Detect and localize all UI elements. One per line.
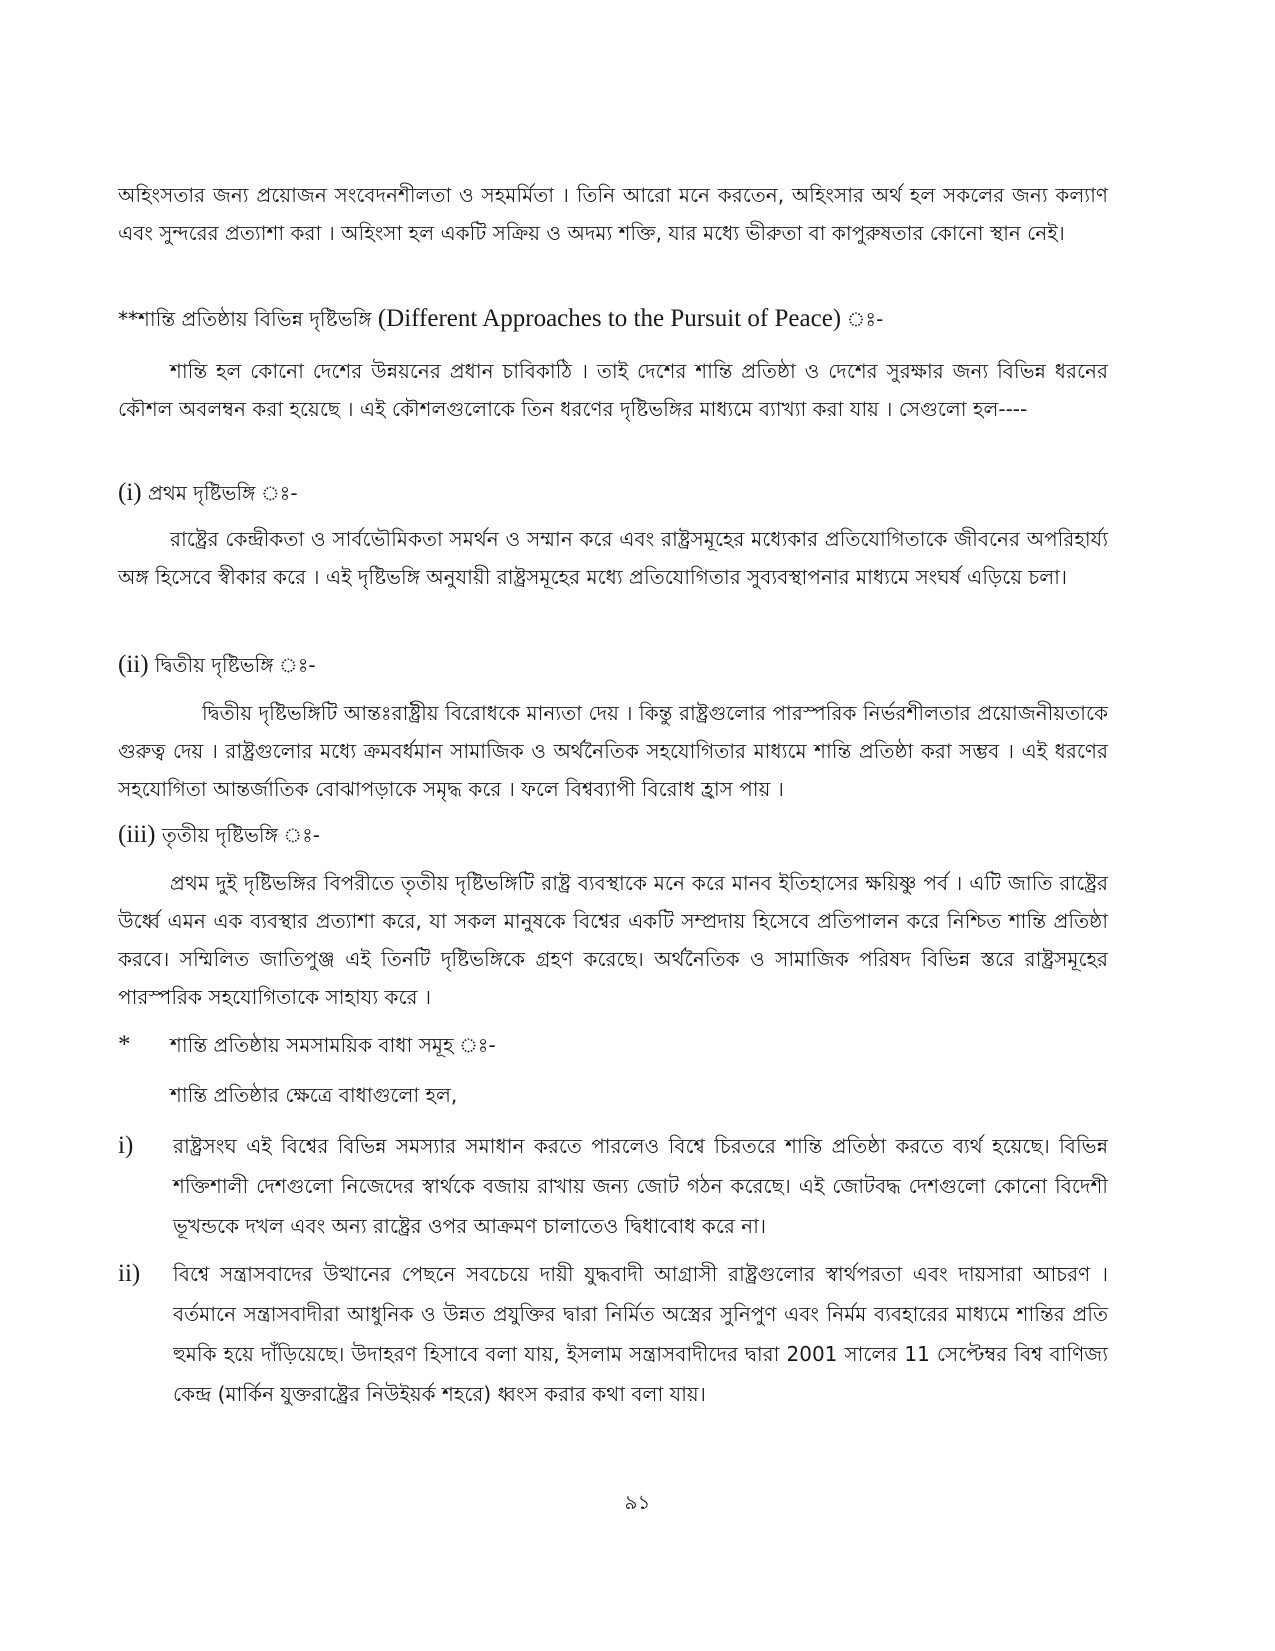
approaches-paragraph: শান্তি হল কোনো দেশের উন্নয়নের প্রধান চাবিকাঠি । তাই দেশের শান্তি প্রতিষ্ঠা ও দেশের সুরক্ষার জন্য বিভিন্ন ধরনের কৌশল অবলম্বন করা হয়েছে । এই কৌশলগুলোকে তিন ধরণের দৃষ্টিভঙ্গির মাধ্যমে ব্যাখ্যা করা যায় । সেগুলো হল---- <box>118 359 1108 421</box>
heading-english: (Different Approaches to the Pursuit of Peace) <box>377 305 842 332</box>
obstacles-intro: শান্তি প্রতিষ্ঠার ক্ষেত্রে বাধাগুলো হল, <box>170 1083 458 1107</box>
asterisk-bullet: * <box>118 1031 131 1058</box>
subheading-third <box>118 818 320 852</box>
list-item-text: বিশ্বে সন্ত্রাসবাদের উত্থানের পেছনে সবচেয়ে দায়ী যুদ্ধবাদী আগ্রাসী রাষ্ট্রগুলোর স্বার্থপরতা এবং দায়সারা আচরণ । বর্তমানে সন্ত্রাসবাদীরা আধুনিক ও উন্নত প্রযুক্তির দ্বারা নির্মিত অস্ত্রের সুনিপুণ এবং নির্মম ব্যবহারের মাধ্যমে শান্তির প্রতি হুমকি হয়ে দাঁড়িয়েছে। উদাহরণ হিসাবে বলা যায়, ইসলাম সন্ত্রাসবাদীদের দ্বারা 2001 সালের 11 সেপ্টেম্বর বিশ্ব বাণিজ্য কেন্দ্র (মার্কিন যুক্তরাষ্ট্রের নিউইয়র্ক শহরে) ধ্বংস করার কথা বলা যায়। <box>173 1262 1108 1406</box>
subheading-obstacles <box>118 1028 496 1062</box>
subheading-first <box>118 476 298 510</box>
list-item-number: ii) <box>118 1260 141 1287</box>
subheading-number: (ii) <box>118 651 149 678</box>
list-item <box>118 1126 1108 1246</box>
section-heading-approaches <box>118 302 883 336</box>
subheading-second <box>118 648 316 682</box>
subheading-label: শান্তি প্রতিষ্ঠায় সমসাময়িক বাধা সমূহ ঃ- <box>170 1033 496 1057</box>
intro-paragraph: অহিংসতার জন্য প্রয়োজন সংবেদনশীলতা ও সহমর্মিতা । তিনি আরো মনে করতেন, অহিংসার অর্থ হল সকলের জন্য কল্যাণ এবং সুন্দরের প্রত্যাশা করা । অহিংসা হল একটি সক্রিয় ও অদম্য শক্তি, যার মধ্যে ভীরুতা বা কাপুরুষতার কোনো স্থান নেই। <box>118 183 1108 245</box>
list-item <box>118 1254 1108 1414</box>
subheading-number: (iii) <box>118 821 156 848</box>
subheading-number: (i) <box>118 479 142 506</box>
heading-bengali: **শান্তি প্রতিষ্ঠায় বিভিন্ন দৃষ্টিভঙ্গি <box>118 307 372 331</box>
page-number: ৯১ <box>624 1490 651 1514</box>
subheading-label: দ্বিতীয় দৃষ্টিভঙ্গি ঃ- <box>154 653 316 677</box>
first-approach-paragraph: রাষ্ট্রের কেন্দ্রীকতা ও সার্বভৌমিকতা সমর্থন ও সম্মান করে এবং রাষ্ট্রসমূহের মধ্যেকার প্রতিযোগিতাকে জীবনের অপরিহার্য্য অঙ্গ হিসেবে স্বীকার করে । এই দৃষ্টিভঙ্গি অনুযায়ী রাষ্ট্রসমূহের মধ্যে প্রতিযোগিতার সুব্যবস্থাপনার মাধ্যমে সংঘর্ষ এড়িয়ে চলা। <box>118 527 1108 589</box>
second-approach-paragraph: দ্বিতীয় দৃষ্টিভঙ্গিটি আন্তঃরাষ্ট্রীয় বিরোধকে মান্যতা দেয় । কিন্তু রাষ্ট্রগুলোর পারস্পরিক নির্ভরশীলতার প্রয়োজনীয়তাকে গুরুত্ব দেয় । রাষ্ট্রগুলোর মধ্যে ক্রমবর্ধমান সামাজিক ও অর্থনৈতিক সহযোগিতার মাধ্যমে শান্তি প্রতিষ্ঠা করা সম্ভব । এই ধরণের সহযোগিতা আন্তর্জাতিক বোঝাপড়াকে সমৃদ্ধ করে । ফলে বিশ্বব্যাপী বিরোধ হ্রাস পায় । <box>118 701 1108 801</box>
heading-suffix: ঃ- <box>876 307 884 331</box>
subheading-label: তৃতীয় দৃষ্টিভঙ্গি ঃ- <box>161 823 320 847</box>
list-item-number: i) <box>118 1132 134 1159</box>
third-approach-paragraph: প্রথম দুই দৃষ্টিভঙ্গির বিপরীতে তৃতীয় দৃষ্টিভঙ্গিটি রাষ্ট্র ব্যবস্থাকে মনে করে মানব ইতিহাসের ক্ষয়িষ্ণু পর্ব । এটি জাতি রাষ্ট্রের উর্ধ্বে এমন এক ব্যবস্থার প্রত্যাশা করে, যা সকল মানুষকে বিশ্বের একটি সম্প্রদায় হিসেবে প্রতিপালন করে নিশ্চিত শান্তি প্রতিষ্ঠা করবে। সম্মিলিত জাতিপুঞ্জ এই তিনটি দৃষ্টিভঙ্গিকে গ্রহণ করেছে। অর্থনৈতিক ও সামাজিক পরিষদ বিভিন্ন স্তরে রাষ্ট্রসমূহের পারস্পরিক সহযোগিতাকে সাহায্য করে । <box>118 871 1108 1009</box>
list-item-text: রাষ্ট্রসংঘ এই বিশ্বের বিভিন্ন সমস্যার সমাধান করতে পারলেও বিশ্বে চিরতরে শান্তি প্রতিষ্ঠা করতে ব্যর্থ হয়েছে। বিভিন্ন শক্তিশালী দেশগুলো নিজেদের স্বার্থকে বজায় রাখায় জন্য জোট গঠন করেছে। এই জোটবদ্ধ দেশগুলো কোনো বিদেশী ভূখন্ডকে দখল এবং অন্য রাষ্ট্রের ওপর আক্রমণ চালাতেও দ্বিধাবোধ করে না। <box>173 1134 1108 1238</box>
subheading-label: প্রথম দৃষ্টিভঙ্গি ঃ- <box>147 481 298 505</box>
